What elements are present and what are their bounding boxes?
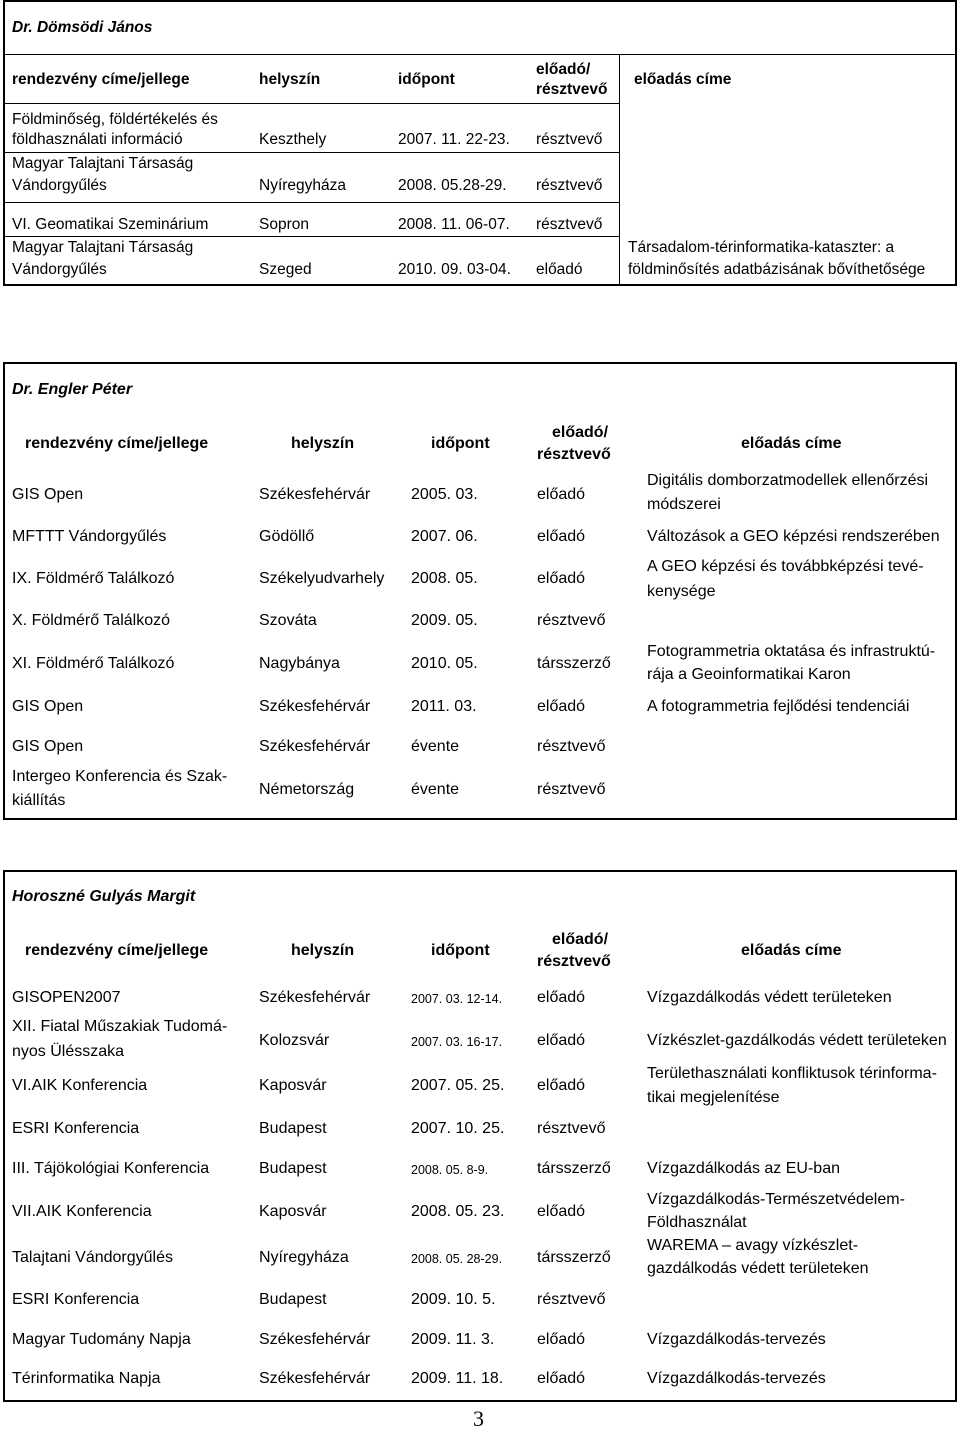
header-role-2: résztvevő <box>536 81 608 98</box>
header-place: helyszín <box>291 942 355 959</box>
event-title: Vándorgyűlés <box>12 261 107 278</box>
talk-title: Vízkészlet-gazdálkodás védett területeken <box>647 1032 947 1049</box>
event-place: Sopron <box>259 216 309 233</box>
event-title: Magyar Talajtani Társaság <box>12 239 194 256</box>
divider <box>619 54 620 286</box>
event-role: előadó <box>537 1032 586 1049</box>
header-date: időpont <box>431 435 490 452</box>
event-place: Gödöllő <box>259 528 315 545</box>
event-title: Magyar Talajtani Társaság <box>12 155 194 172</box>
header-role-1: előadó/ <box>536 61 591 78</box>
event-place: Szováta <box>259 612 317 629</box>
event-date: 2009. 11. 3. <box>411 1331 495 1348</box>
event-place: Budapest <box>259 1120 327 1137</box>
event-role: társszerző <box>537 1160 611 1177</box>
event-title: GIS Open <box>12 738 84 755</box>
event-place: Németország <box>259 781 355 798</box>
event-title: Magyar Tudomány Napja <box>12 1331 191 1348</box>
event-role: előadó <box>537 486 586 503</box>
talk-title: Változások a GEO képzési rendszerében <box>647 528 940 545</box>
person-name: Dr. Dömsödi János <box>12 19 153 36</box>
talk-title: Fotogrammetria oktatása és infrastruktú- <box>647 643 936 660</box>
event-role: előadó <box>537 570 586 587</box>
event-date: évente <box>411 781 460 798</box>
event-title: Vándorgyűlés <box>12 177 107 194</box>
event-title: X. Földmérő Találkozó <box>12 612 170 629</box>
header-talk: előadás címe <box>741 435 842 452</box>
event-date: 2008. 05.28-29. <box>398 177 507 194</box>
event-title: VII.AIK Konferencia <box>12 1203 152 1220</box>
talk-title: módszerei <box>647 496 721 513</box>
event-place: Székelyudvarhely <box>259 570 385 587</box>
event-date: évente <box>411 738 460 755</box>
event-date: 2009. 10. 5. <box>411 1291 496 1308</box>
header-role-2: résztvevő <box>537 446 611 463</box>
talk-title: földminősítés adatbázisának bővíthetősége <box>628 261 926 278</box>
event-date: 2011. 03. <box>411 698 477 715</box>
event-role: résztvevő <box>537 1120 606 1137</box>
talk-title: Vízgazdálkodás-tervezés <box>647 1370 826 1387</box>
section-frame <box>3 362 957 820</box>
event-role: előadó <box>537 989 586 1006</box>
talk-title: Területhasználati konfliktusok térinforma- <box>647 1065 937 1082</box>
event-date: 2008. 11. 06-07. <box>398 216 510 233</box>
event-role: előadó <box>537 1203 586 1220</box>
divider <box>3 236 619 237</box>
divider <box>3 202 619 203</box>
event-title: földhasználati információ <box>12 131 183 148</box>
event-title: III. Tájökológiai Konferencia <box>12 1160 210 1177</box>
header-date: időpont <box>398 71 455 88</box>
talk-title: tikai megjelenítése <box>647 1089 780 1106</box>
talk-title: Vízgazdálkodás az EU-ban <box>647 1160 840 1177</box>
event-date: 2007. 06. <box>411 528 478 545</box>
header-role-1: előadó/ <box>552 424 609 441</box>
talk-title: Vízgazdálkodás-tervezés <box>647 1331 826 1348</box>
event-role: résztvevő <box>536 131 603 148</box>
talk-title: Digitális domborzatmodellek ellenőrzési <box>647 472 929 489</box>
event-place: Székesfehérvár <box>259 738 371 755</box>
person-name: Horoszné Gulyás Margit <box>12 888 196 905</box>
event-place: Székesfehérvár <box>259 698 371 715</box>
event-title: kiállítás <box>12 792 66 809</box>
talk-title: A GEO képzési és továbbképzési tevé- <box>647 558 924 575</box>
event-date: 2007. 03. 16-17. <box>411 1035 503 1049</box>
event-title: Intergeo Konferencia és Szak- <box>12 768 228 785</box>
event-date: 2008. 05. 8-9. <box>411 1163 489 1177</box>
event-title: ESRI Konferencia <box>12 1120 140 1137</box>
event-title: XII. Fiatal Műszakiak Tudomá- <box>12 1018 228 1035</box>
event-role: előadó <box>537 1370 586 1387</box>
event-date: 2010. 05. <box>411 655 478 672</box>
event-date: 2007. 10. 25. <box>411 1120 505 1137</box>
event-title: ESRI Konferencia <box>12 1291 140 1308</box>
event-title: GIS Open <box>12 698 84 715</box>
event-place: Nagybánya <box>259 655 340 672</box>
divider <box>3 152 619 153</box>
event-place: Nyíregyháza <box>259 1249 349 1266</box>
event-title: GIS Open <box>12 486 84 503</box>
talk-title: kenysége <box>647 583 716 600</box>
event-place: Keszthely <box>259 131 327 148</box>
header-event: rendezvény címe/jellege <box>25 942 209 959</box>
talk-title: Társadalom-térinformatika-kataszter: a <box>628 239 895 256</box>
event-date: 2009. 11. 18. <box>411 1370 504 1387</box>
divider <box>3 103 619 104</box>
event-role: résztvevő <box>536 177 603 194</box>
event-role: előadó <box>537 1331 586 1348</box>
event-role: előadó <box>537 1077 586 1094</box>
header-date: időpont <box>431 942 490 959</box>
event-role: társszerző <box>537 1249 611 1266</box>
event-date: 2008. 05. <box>411 570 478 587</box>
event-place: Budapest <box>259 1160 327 1177</box>
header-event: rendezvény címe/jellege <box>12 71 190 88</box>
event-place: Székesfehérvár <box>259 486 371 503</box>
event-role: előadó <box>537 698 586 715</box>
event-place: Székesfehérvár <box>259 1331 371 1348</box>
talk-title: gazdálkodás védett területeken <box>647 1260 869 1277</box>
talk-title: Földhasználat <box>647 1214 747 1231</box>
event-title: MFTTT Vándorgyűlés <box>12 528 167 545</box>
event-place: Székesfehérvár <box>259 1370 371 1387</box>
event-role: résztvevő <box>537 738 606 755</box>
event-title: XI. Földmérő Találkozó <box>12 655 175 672</box>
header-talk: előadás címe <box>741 942 842 959</box>
event-date: 2005. 03. <box>411 486 478 503</box>
event-place: Kolozsvár <box>259 1032 330 1049</box>
talk-title: Vízgazdálkodás védett területeken <box>647 989 892 1006</box>
event-place: Budapest <box>259 1291 327 1308</box>
event-date: 2008. 05. 23. <box>411 1203 505 1220</box>
event-title: GISOPEN2007 <box>12 989 121 1006</box>
event-title: Térinformatika Napja <box>12 1370 161 1387</box>
event-place: Nyíregyháza <box>259 177 347 194</box>
header-talk: előadás címe <box>634 71 732 88</box>
event-date: 2009. 05. <box>411 612 478 629</box>
event-date: 2007. 11. 22-23. <box>398 131 510 148</box>
talk-title: A fotogrammetria fejlődési tendenciái <box>647 698 910 715</box>
event-date: 2007. 05. 25. <box>411 1077 505 1094</box>
event-role: résztvevő <box>537 781 606 798</box>
header-role-1: előadó/ <box>552 931 609 948</box>
event-date: 2007. 03. 12-14. <box>411 992 503 1006</box>
event-role: résztvevő <box>537 1291 606 1308</box>
event-role: előadó <box>536 261 583 278</box>
talk-title: rája a Geoinformatikai Karon <box>647 666 851 683</box>
talk-title: Vízgazdálkodás-Természetvédelem- <box>647 1191 905 1208</box>
event-title: Földminőség, földértékelés és <box>12 111 218 128</box>
divider <box>3 54 957 55</box>
event-title: nyos Ülésszaka <box>12 1043 125 1060</box>
event-role: résztvevő <box>536 216 603 233</box>
talk-title: WAREMA – avagy vízkészlet- <box>647 1237 859 1254</box>
page-number: 3 <box>473 1406 484 1431</box>
header-place: helyszín <box>259 71 321 88</box>
event-date: 2010. 09. 03-04. <box>398 261 511 278</box>
event-role: társszerző <box>537 655 611 672</box>
header-role-2: résztvevő <box>537 953 611 970</box>
header-place: helyszín <box>291 435 355 452</box>
event-date: 2008. 05. 28-29. <box>411 1252 503 1266</box>
event-role: résztvevő <box>537 612 606 629</box>
event-title: Talajtani Vándorgyűlés <box>12 1249 173 1266</box>
header-event: rendezvény címe/jellege <box>25 435 209 452</box>
event-title: IX. Földmérő Találkozó <box>12 570 175 587</box>
event-place: Kaposvár <box>259 1077 327 1094</box>
event-place: Kaposvár <box>259 1203 327 1220</box>
event-title: VI.AIK Konferencia <box>12 1077 148 1094</box>
event-place: Szeged <box>259 261 312 278</box>
event-role: előadó <box>537 528 586 545</box>
event-title: VI. Geomatikai Szeminárium <box>12 216 209 233</box>
event-place: Székesfehérvár <box>259 989 371 1006</box>
person-name: Dr. Engler Péter <box>12 381 133 398</box>
